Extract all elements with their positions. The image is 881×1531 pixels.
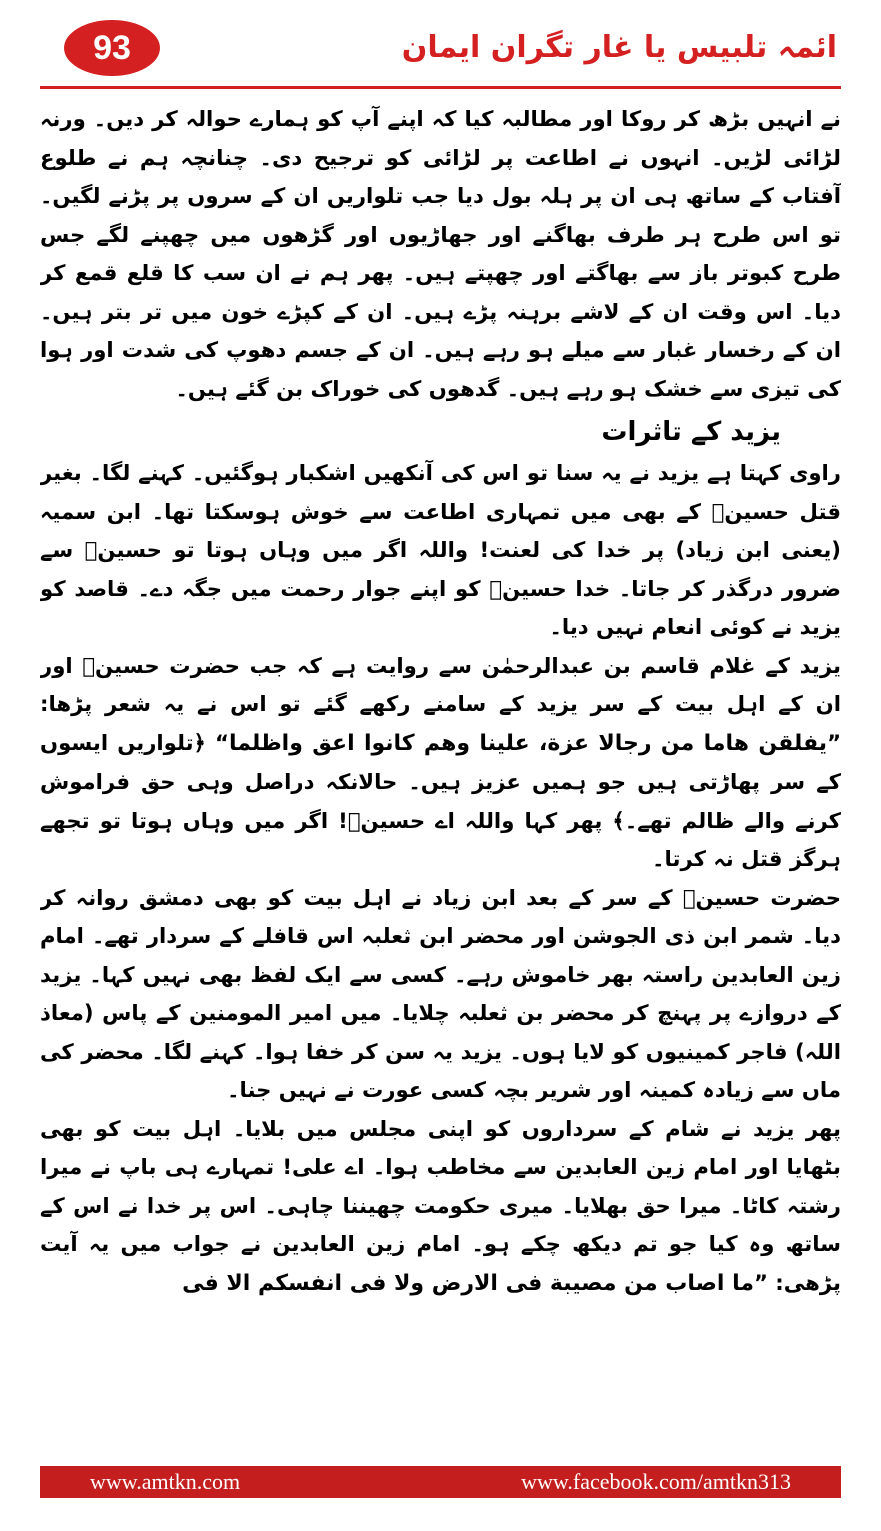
- paragraph-yazid-reaction: راوی کہتا ہے یزید نے یہ سنا تو اس کی آنکھیں اشکبار ہوگئیں۔ کہنے لگا۔ بغیر قتل حسینؓ کے بھی میں تمہاری اطاعت سے خوش ہوسکتا تھا۔ ابن سمیہ (یعنی ابن زیاد) پر خدا کی لعنت! واللہ اگر میں وہاں ہوتا تو حسینؓ سے ضرور درگذر کر جاتا۔ خدا حسینؓ کو اپنے جوار رحمت میں جگہ دے۔ قاصد کو یزید نے کوئی انعام نہیں دیا۔: [40, 460, 841, 639]
- page-body: [40, 100, 841, 1439]
- poem-translation-text: “ ﴿تلواریں ایسوں کے سر پھاڑتی ہیں جو ہمیں عزیز ہیں۔ حالانکہ دراصل وہی حق فراموش کرنے والے ظالم تھے۔﴾ پھر کہا واللہ اے حسینؓ! اگر میں وہاں ہوتا تو تجھے ہرگز قتل نہ کرتا۔: [40, 729, 841, 871]
- website-link[interactable]: www.amtkn.com: [90, 1469, 241, 1494]
- paragraph-poem-narration: [40, 647, 841, 879]
- quran-verse: ما اصاب من مصیبة فی الارض ولا فی انفسکم الا فی: [182, 1270, 754, 1296]
- section-heading: یزید کے تاثرات: [601, 417, 781, 447]
- paragraph-battle-report: نے انہیں بڑھ کر روکا اور مطالبہ کیا کہ اپنے آپ کو ہمارے حوالہ کر دیں۔ ورنہ لڑائی لڑیں۔ انہوں نے اطاعت پر لڑائی کو ترجیح دی۔ چنانچہ ہم نے طلوع آفتاب کے ساتھ ہی ان پر ہلہ بول دیا جب تلواریں ان کے سروں پر پڑنے لگیں۔ تو اس طرح ہر طرف بھاگنے اور جھاڑیوں اور گڑھوں میں چھپنے لگے جس طرح کبوتر باز سے بھاگتے اور چھپتے ہیں۔ پھر ہم نے ان سب کا قلع قمع کر دیا۔ اس وقت ان کے لاشے برہنہ پڑے ہیں۔ ان کے کپڑے خون میں تر بتر ہیں۔ ان کے رخسار غبار سے میلے ہو رہے ہیں۔ ان کے جسم دھوپ کی شدت اور ہوا کی تیزی سے خشک ہو رہے ہیں۔ گدھوں کی خوراک بن گئے ہیں۔: [40, 106, 841, 401]
- court-dialogue-text: پھر یزید نے شام کے سرداروں کو اپنی مجلس میں بلایا۔ اہل بیت کو بھی بٹھایا اور امام زین العابدین سے مخاطب ہوا۔ اے علی! تمہارے ہی باپ نے میرا رشتہ کاٹا۔ میرا حق بھلایا۔ میری حکومت چھیننا چاہی۔ اس پر خدا نے اس کے ساتھ وہ کیا جو تم دیکھ چکے ہو۔ امام زین العابدین نے جواب میں یہ آیت پڑھی: ”: [40, 1115, 841, 1295]
- paragraph-caravan: حضرت حسینؓ کے سر کے بعد ابن زیاد نے اہل بیت کو بھی دمشق روانہ کر دیا۔ شمر ابن ذی الجوشن اور محضر ابن ثعلبہ اس قافلے کے سردار تھے۔ امام زین العابدین راستہ بھر خاموش رہے۔ کسی سے ایک لفظ بھی نہیں کہا۔ یزید کے دروازے پر پہنچ کر محضر بن ثعلبہ چلایا۔ میں امیر المومنین کے پاس (معاذ اللہ) فاجر کمینیوں کو لایا ہوں۔ یزید یہ سن کر خفا ہوا۔ کہنے لگا۔ محضر کی ماں سے زیادہ کمینہ اور شریر بچہ کسی عورت نے نہیں جنا۔: [40, 884, 841, 1102]
- paragraph-court-dialogue: [40, 1110, 841, 1304]
- footer-bar: [40, 1466, 841, 1498]
- poem-intro-text: یزید کے غلام قاسم بن عبدالرحمٰن سے روایت ہے کہ جب حضرت حسینؓ اور ان کے اہل بیت کے سر یزید کے سامنے رکھے گئے تو اس نے یہ شعر پڑھا: ”: [40, 652, 841, 755]
- book-title: ائمہ تلبیس یا غار تگران ایمان: [401, 30, 837, 65]
- facebook-link[interactable]: www.facebook.com/amtkn313: [521, 1469, 791, 1494]
- arabic-verse: یفلقن هاما من رجالا عزة، علینا وهم کانوا اعق واظلما: [228, 730, 828, 756]
- page-number: 93: [93, 28, 131, 67]
- header-divider: [40, 86, 841, 89]
- page-number-badge: [64, 20, 160, 76]
